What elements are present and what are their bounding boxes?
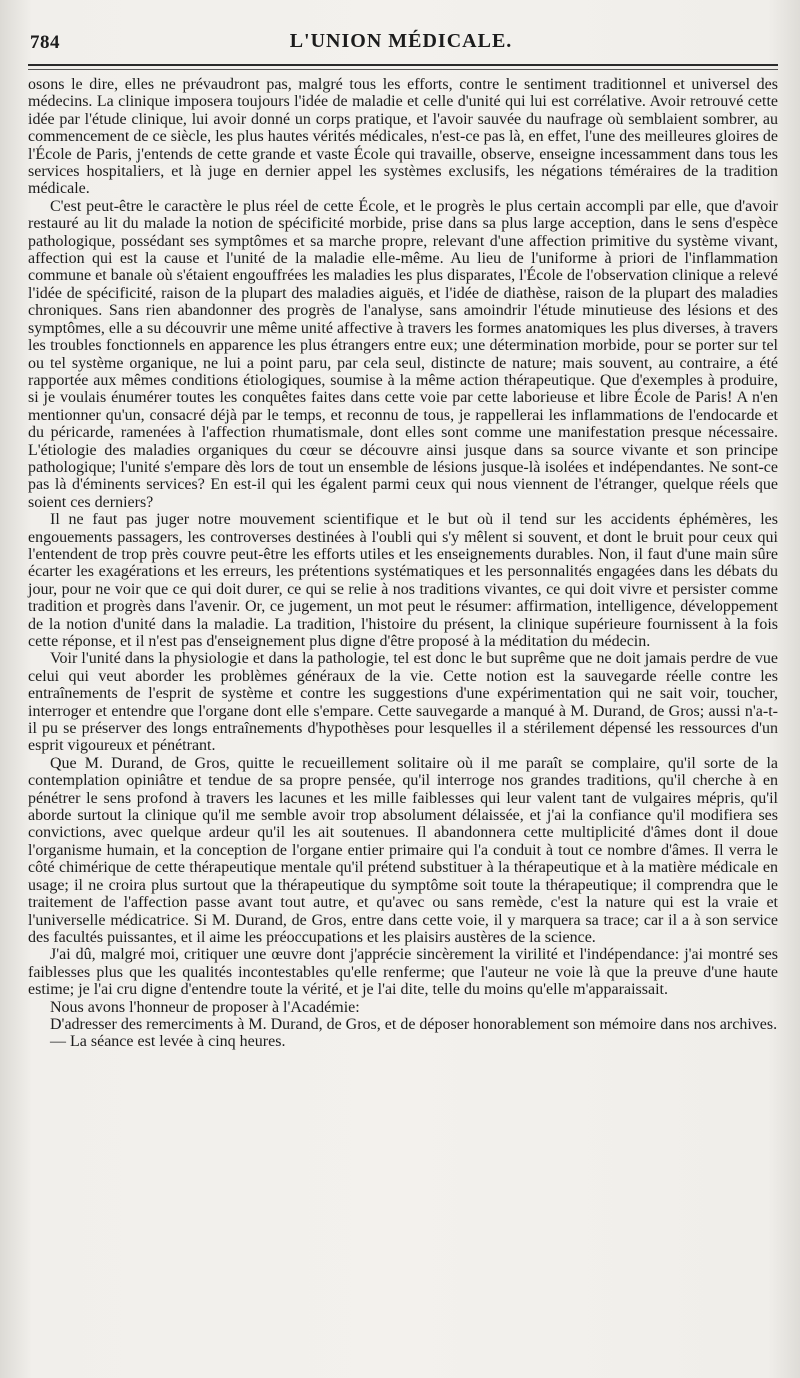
paragraph-5: Que M. Durand, de Gros, quitte le recueillement solitaire où il me paraît se complaire, qu'il sorte de la contemplation opiniâtre et tendue de sa propre pensée, qu'il interroge nos grandes traditions, qu'il cherche à en pénétrer le sens profond à travers les lacunes et les mille faiblesses qui leur valent tant de vulgaires mépris, qu'il aborde surtout la clinique qu'il me semble avoir trop absolument délaissée, et j'ai la confiance qu'il modifiera ses convictions, avec quelque ardeur qu'il les ait soutenues. Il abandonnera cette multiplicité d'âmes dont il doue l'organisme humain, et la conception de l'organe entier primaire qui l'a conduit à tout ce nombre d'âmes. Il verra le côté chimérique de cette thérapeutique mentale qu'il prétend substituer à la thérapeutique et à la matière médicale en usage; il ne croira plus surtout que la thérapeutique du symptôme soit toute la thérapeutique; il comprendra que le traitement de l'affection passe avant tout autre, et qu'avec ou sans remède, c'est la nature qui est la vraie et l'universelle médicatrice. Si M. Durand, de Gros, entre dans cette voie, il y marquera sa trace; car il a à son service des facultés puissantes, et il aime les préoccupations et les plaisirs austères de la science. (28, 754, 778, 946)
article-body (28, 76, 778, 1051)
page-header (30, 26, 772, 66)
paragraph-8: D'adresser des remerciments à M. Durand, de Gros, et de déposer honorablement son mémoire dans nos archives. (50, 1015, 778, 1033)
header-rule-thin (28, 69, 778, 70)
header-rule (28, 64, 778, 66)
paragraph-6: J'ai dû, malgré moi, critiquer une œuvre dont j'apprécie sincèrement la virilité et l'indépendance: j'ai montré ses faiblesses plus que les qualités incontestables qu'elle renferme; que l'auteur ne voie là que la preuve d'une haute estime; je l'ai cru digne d'entendre toute la vérité, et je l'ai dite, telle du moins qu'elle m'apparaissait. (28, 946, 778, 999)
session-closing: — La séance est levée à cinq heures. (50, 1033, 286, 1051)
paragraph-2: C'est peut-être le caractère le plus réel de cette École, et le progrès le plus certain accompli par elle, que d'avoir restauré au lit du malade la notion de spécificité morbide, prise dans sa plus large acception, dans le sens d'espèce pathologique, possédant ses symptômes et sa marche propre, relevant d'une affection primitive du système vivant, affection qui est la cause et l'unité de la maladie elle-même. Au lieu de l'uniforme à priori de l'inflammation commune et banale où s'étaient engouffrées les maladies les plus disparates, l'École de l'observation clinique a relevé l'idée de spécificité, raison de la plupart des maladies aiguës, et l'idée de diathèse, raison de la plupart des maladies chroniques. Sans rien abandonner des progrès de l'analyse, sans amoindrir l'étude minutieuse des lésions et des symptômes, elle a su découvrir une même unité affective à travers les formes anatomiques les plus diverses, à travers les troubles fonctionnels en apparence les plus étrangers entre eux; une détermination morbide, pour se porter sur tel ou tel système organique, ne lui a point paru, par cela seul, distincte de nature; mais souvent, au contraire, a été rapportée aux mêmes conditions étiologiques, soumise à la même action thérapeutique. Que d'exemples à produire, si je voulais énumérer toutes les conquêtes faites dans cette voie par cette laborieuse et libre École de Paris! A n'en mentionner qu'un, consacré déjà par le temps, et reconnu de tous, je rappellerai les inflammations de l'endocarde et du péricarde, ramenées à l'affection rhumatismale, dont elles sont comme une manifestation presque nécessaire. L'étiologie des maladies organiques du cœur se découvre ainsi jusque dans sa source vivante et son principe pathologique; l'unité s'empare dès lors de tout un ensemble de lésions jusque-là isolées et indépendantes. Ne sont-ce pas là d'éminents services? En est-il qui les égalent parmi ceux qui nous viennent de l'étranger, quelque réels que soient ces derniers? (28, 197, 778, 511)
page-number: 784 (30, 32, 60, 53)
paragraph-3: Il ne faut pas juger notre mouvement scientifique et le but où il tend sur les accidents éphémères, les engouements passagers, les controverses destinées à l'oubli qui s'y mêlent si souvent, et dont le bruit pour ceux qui l'entendent de trop près couvre peut-être les efforts utiles et les enseignements durables. Non, il faut d'une main sûre écarter les exagérations et les erreurs, les prétentions systématiques et les personnalités engagées dans les débats du jour, pour ne voir que ce qui doit durer, ce qui se relie à nos traditions vivantes, ce qui doit vivre et persister comme tradition et progrès dans l'avenir. Or, ce jugement, un mot peut le résumer: affirmation, intelligence, développement de la notion d'unité dans la maladie. La tradition, l'histoire du présent, la clinique supérieure fournissent à la fois cette réponse, et il n'est pas d'enseignement plus digne d'être proposé à la méditation du médecin. (28, 511, 778, 650)
paragraph-7: Nous avons l'honneur de proposer à l'Académie: (50, 998, 360, 1016)
running-title: L'UNION MÉDICALE. (289, 30, 513, 52)
paragraph-4: Voir l'unité dans la physiologie et dans la pathologie, tel est donc le but suprême que ne doit jamais perdre de vue celui qui veut aborder les problèmes généraux de la vie. Cette notion est la sauvegarde réelle contre les entraînements de l'esprit de système et contre les suggestions d'une expérimentation qui ne sait voir, toucher, interroger et entendre que l'organe dont elle s'empare. Cette sauvegarde a manqué à M. Durand, de Gros; aussi n'a-t-il pu se préserver des longs entraînements d'hypothèses pour lesquelles il a stérilement dépensé les ressources d'un esprit vigoureux et pénétrant. (28, 650, 778, 755)
paragraph-1: osons le dire, elles ne prévaudront pas, malgré tous les efforts, contre le sentiment traditionnel et universel des médecins. La clinique imposera toujours l'idée de maladie et celle d'unité qui lui est corrélative. Avoir retrouvé cette idée par l'étude clinique, lui avoir donné un corps pratique, et l'avoir sauvée du naufrage où semblaient sombrer, au commencement de ce siècle, les plus hautes vérités médicales, n'est-ce pas là, en effet, l'une des meilleures gloires de l'École de Paris, j'entends de cette grande et vaste École qui travaille, observe, enseigne incessamment dans tous les services hospitaliers, et là juge en dernier appel les systèmes exclusifs, les négations téméraires de la tradition médicale. (28, 76, 778, 198)
